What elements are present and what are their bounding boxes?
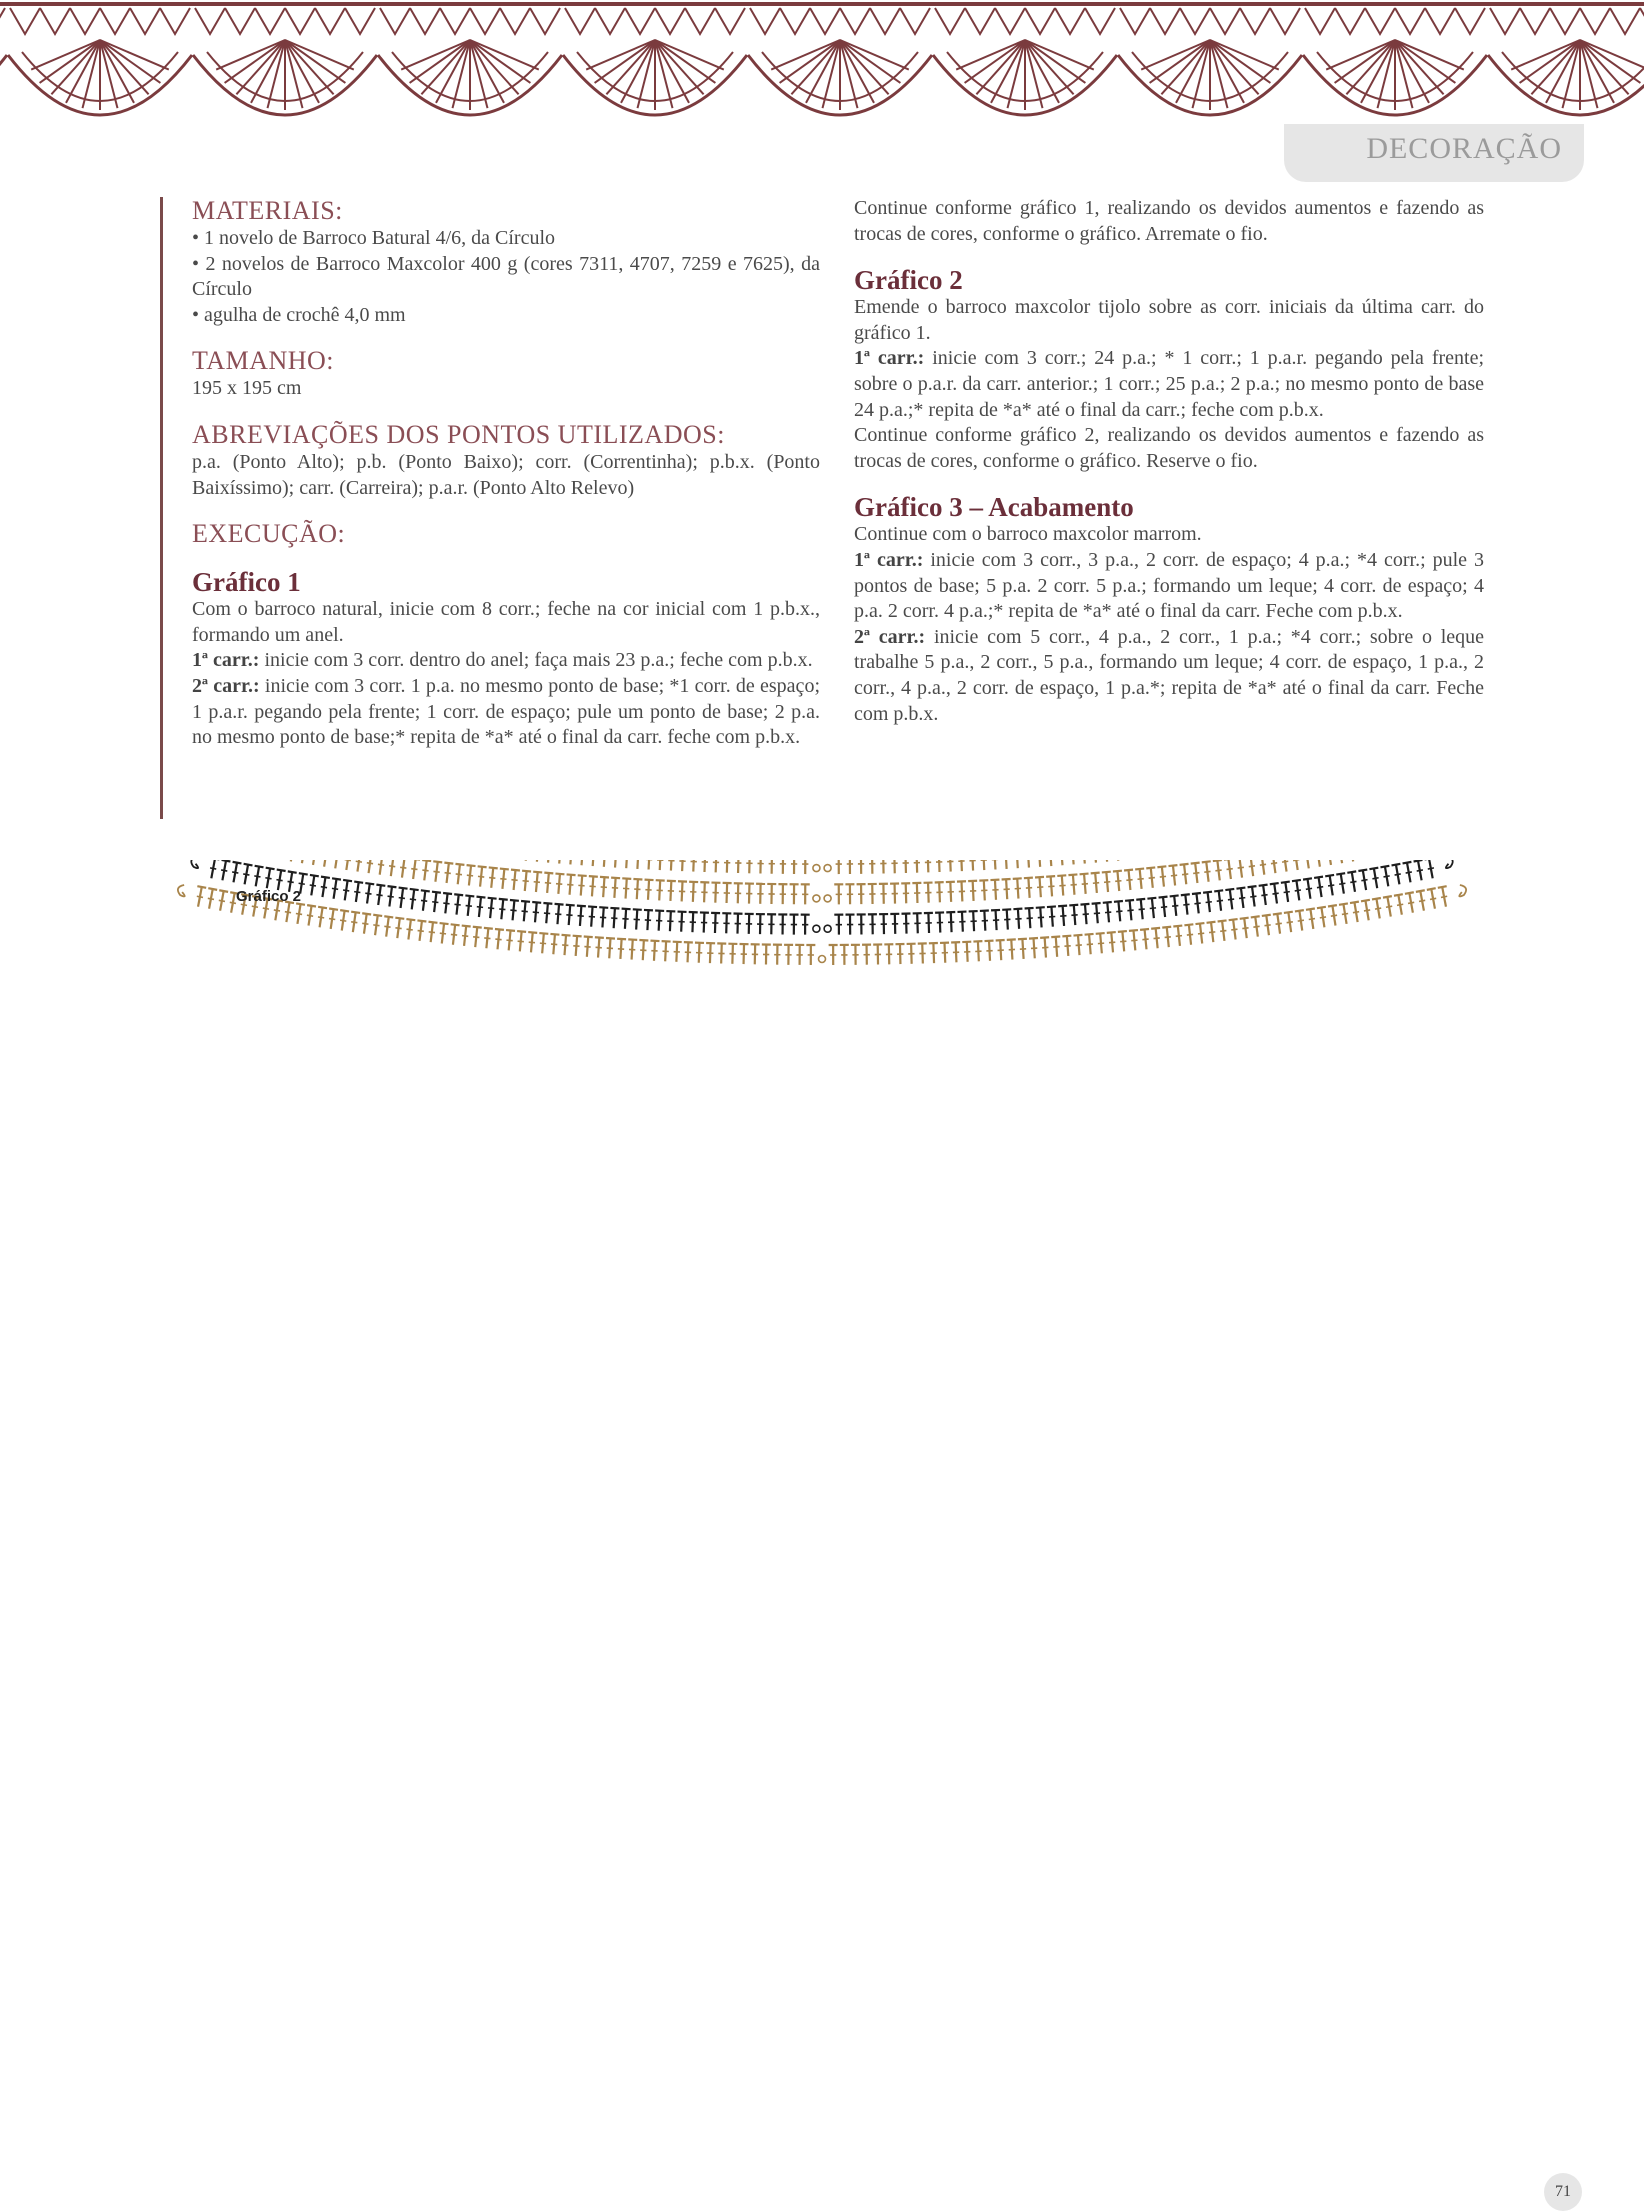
grafico3-row1 xyxy=(854,548,1484,625)
border-motif xyxy=(0,4,1644,115)
crochet-chart xyxy=(0,860,1644,2180)
grafico3-title: Gráfico 3 – Acabamento xyxy=(854,492,1484,522)
grafico3-intro: Continue com o barroco maxcolor marrom. xyxy=(854,522,1484,548)
materials-heading: MATERIAIS: xyxy=(192,196,820,226)
grafico1-row2 xyxy=(192,674,820,751)
size-value: 195 x 195 cm xyxy=(192,376,820,402)
page-number: 71 xyxy=(1544,2173,1582,2211)
row-label: 2ª carr.: xyxy=(854,626,925,648)
material-item: • 2 novelos de Barroco Maxcolor 400 g (cores 7311, 4707, 7259 e 7625), da Círculo xyxy=(192,252,820,303)
row-text: inicie com 3 corr. 1 p.a. no mesmo ponto de base; *1 corr. de espaço; 1 p.a.r. pegando pela frente; 1 corr. de espaço; pule um ponto de base; 2 p.a. no mesmo ponto de base;* repita de *a* até o final da carr. feche com p.b.x. xyxy=(192,675,820,748)
grafico3-row2 xyxy=(854,625,1484,727)
row-text: inicie com 3 corr.; 24 p.a.; * 1 corr.; 1 p.a.r. pegando pela frente; sobre o p.a.r. da carr. anterior.; 1 corr.; 25 p.a.; 2 p.a.; no mesmo ponto de base 24 p.a.;* repita de *a* até o final da carr.; feche com p.b.x. xyxy=(854,347,1484,420)
chart-label: Gráfico 2 xyxy=(236,888,301,905)
material-item: • agulha de crochê 4,0 mm xyxy=(192,303,820,329)
grafico1-continue: Continue conforme gráfico 1, realizando os devidos aumentos e fazendo as trocas de cores, conforme o gráfico. Arremate o fio. xyxy=(854,196,1484,247)
row-label: 1ª carr.: xyxy=(192,649,259,671)
section-tab-label: DECORAÇÃO xyxy=(1366,132,1562,166)
row-text: inicie com 5 corr., 4 p.a., 2 corr., 1 p.a.; *4 corr.; sobre o leque trabalhe 5 p.a., 2 corr., 5 p.a., formando um leque; 4 corr. de espaço, 1 p.a., 2 corr., 4 p.a., 2 corr. de espaço, 1 p.a.*; repita de *a* até o final da carr. Feche com p.b.x. xyxy=(854,626,1484,725)
row-text: inicie com 3 corr. dentro do anel; faça mais 23 p.a.; feche com p.b.x. xyxy=(259,649,812,671)
abbreviations-text: p.a. (Ponto Alto); p.b. (Ponto Baixo); corr. (Correntinha); p.b.x. (Ponto Baixíssimo); carr. (Carreira); p.a.r. (Ponto Alto Relevo) xyxy=(192,450,820,501)
row-label: 1ª carr.: xyxy=(854,347,924,369)
row-label: 2ª carr.: xyxy=(192,675,260,697)
material-item: • 1 novelo de Barroco Batural 4/6, da Círculo xyxy=(192,226,820,252)
left-column xyxy=(192,196,820,751)
grafico2-title: Gráfico 2 xyxy=(854,265,1484,295)
size-heading: TAMANHO: xyxy=(192,346,820,376)
row-label: 1ª carr.: xyxy=(854,549,923,571)
chart-stitches xyxy=(178,860,1466,965)
grafico1-title: Gráfico 1 xyxy=(192,567,820,597)
row-text: inicie com 3 corr., 3 p.a., 2 corr. de espaço; 4 p.a.; *4 corr.; pule 3 pontos de base; 5 p.a. 2 corr. 5 p.a.; formando um leque; 4 corr. de espaço; 4 p.a. 2 corr. 4 p.a.;* repita de *a* até o final da carr. Feche com p.b.x. xyxy=(854,549,1484,622)
section-tab xyxy=(1284,124,1584,182)
grafico2-intro: Emende o barroco maxcolor tijolo sobre as corr. iniciais da última carr. do gráfico 1. xyxy=(854,295,1484,346)
right-column xyxy=(854,196,1484,727)
column-rule xyxy=(160,197,163,819)
abbreviations-heading: ABREVIAÇÕES DOS PONTOS UTILIZADOS: xyxy=(192,420,820,450)
grafico2-continue: Continue conforme gráfico 2, realizando os devidos aumentos e fazendo as trocas de cores, conforme o gráfico. Reserve o fio. xyxy=(854,423,1484,474)
chart-row xyxy=(218,860,1427,874)
grafico1-intro: Com o barroco natural, inicie com 8 corr.; feche na cor inicial com 1 p.b.x., formando um anel. xyxy=(192,597,820,648)
grafico2-row1 xyxy=(854,346,1484,423)
grafico1-row1 xyxy=(192,648,820,674)
execution-heading: EXECUÇÃO: xyxy=(192,519,820,549)
chart-row xyxy=(178,885,1466,965)
